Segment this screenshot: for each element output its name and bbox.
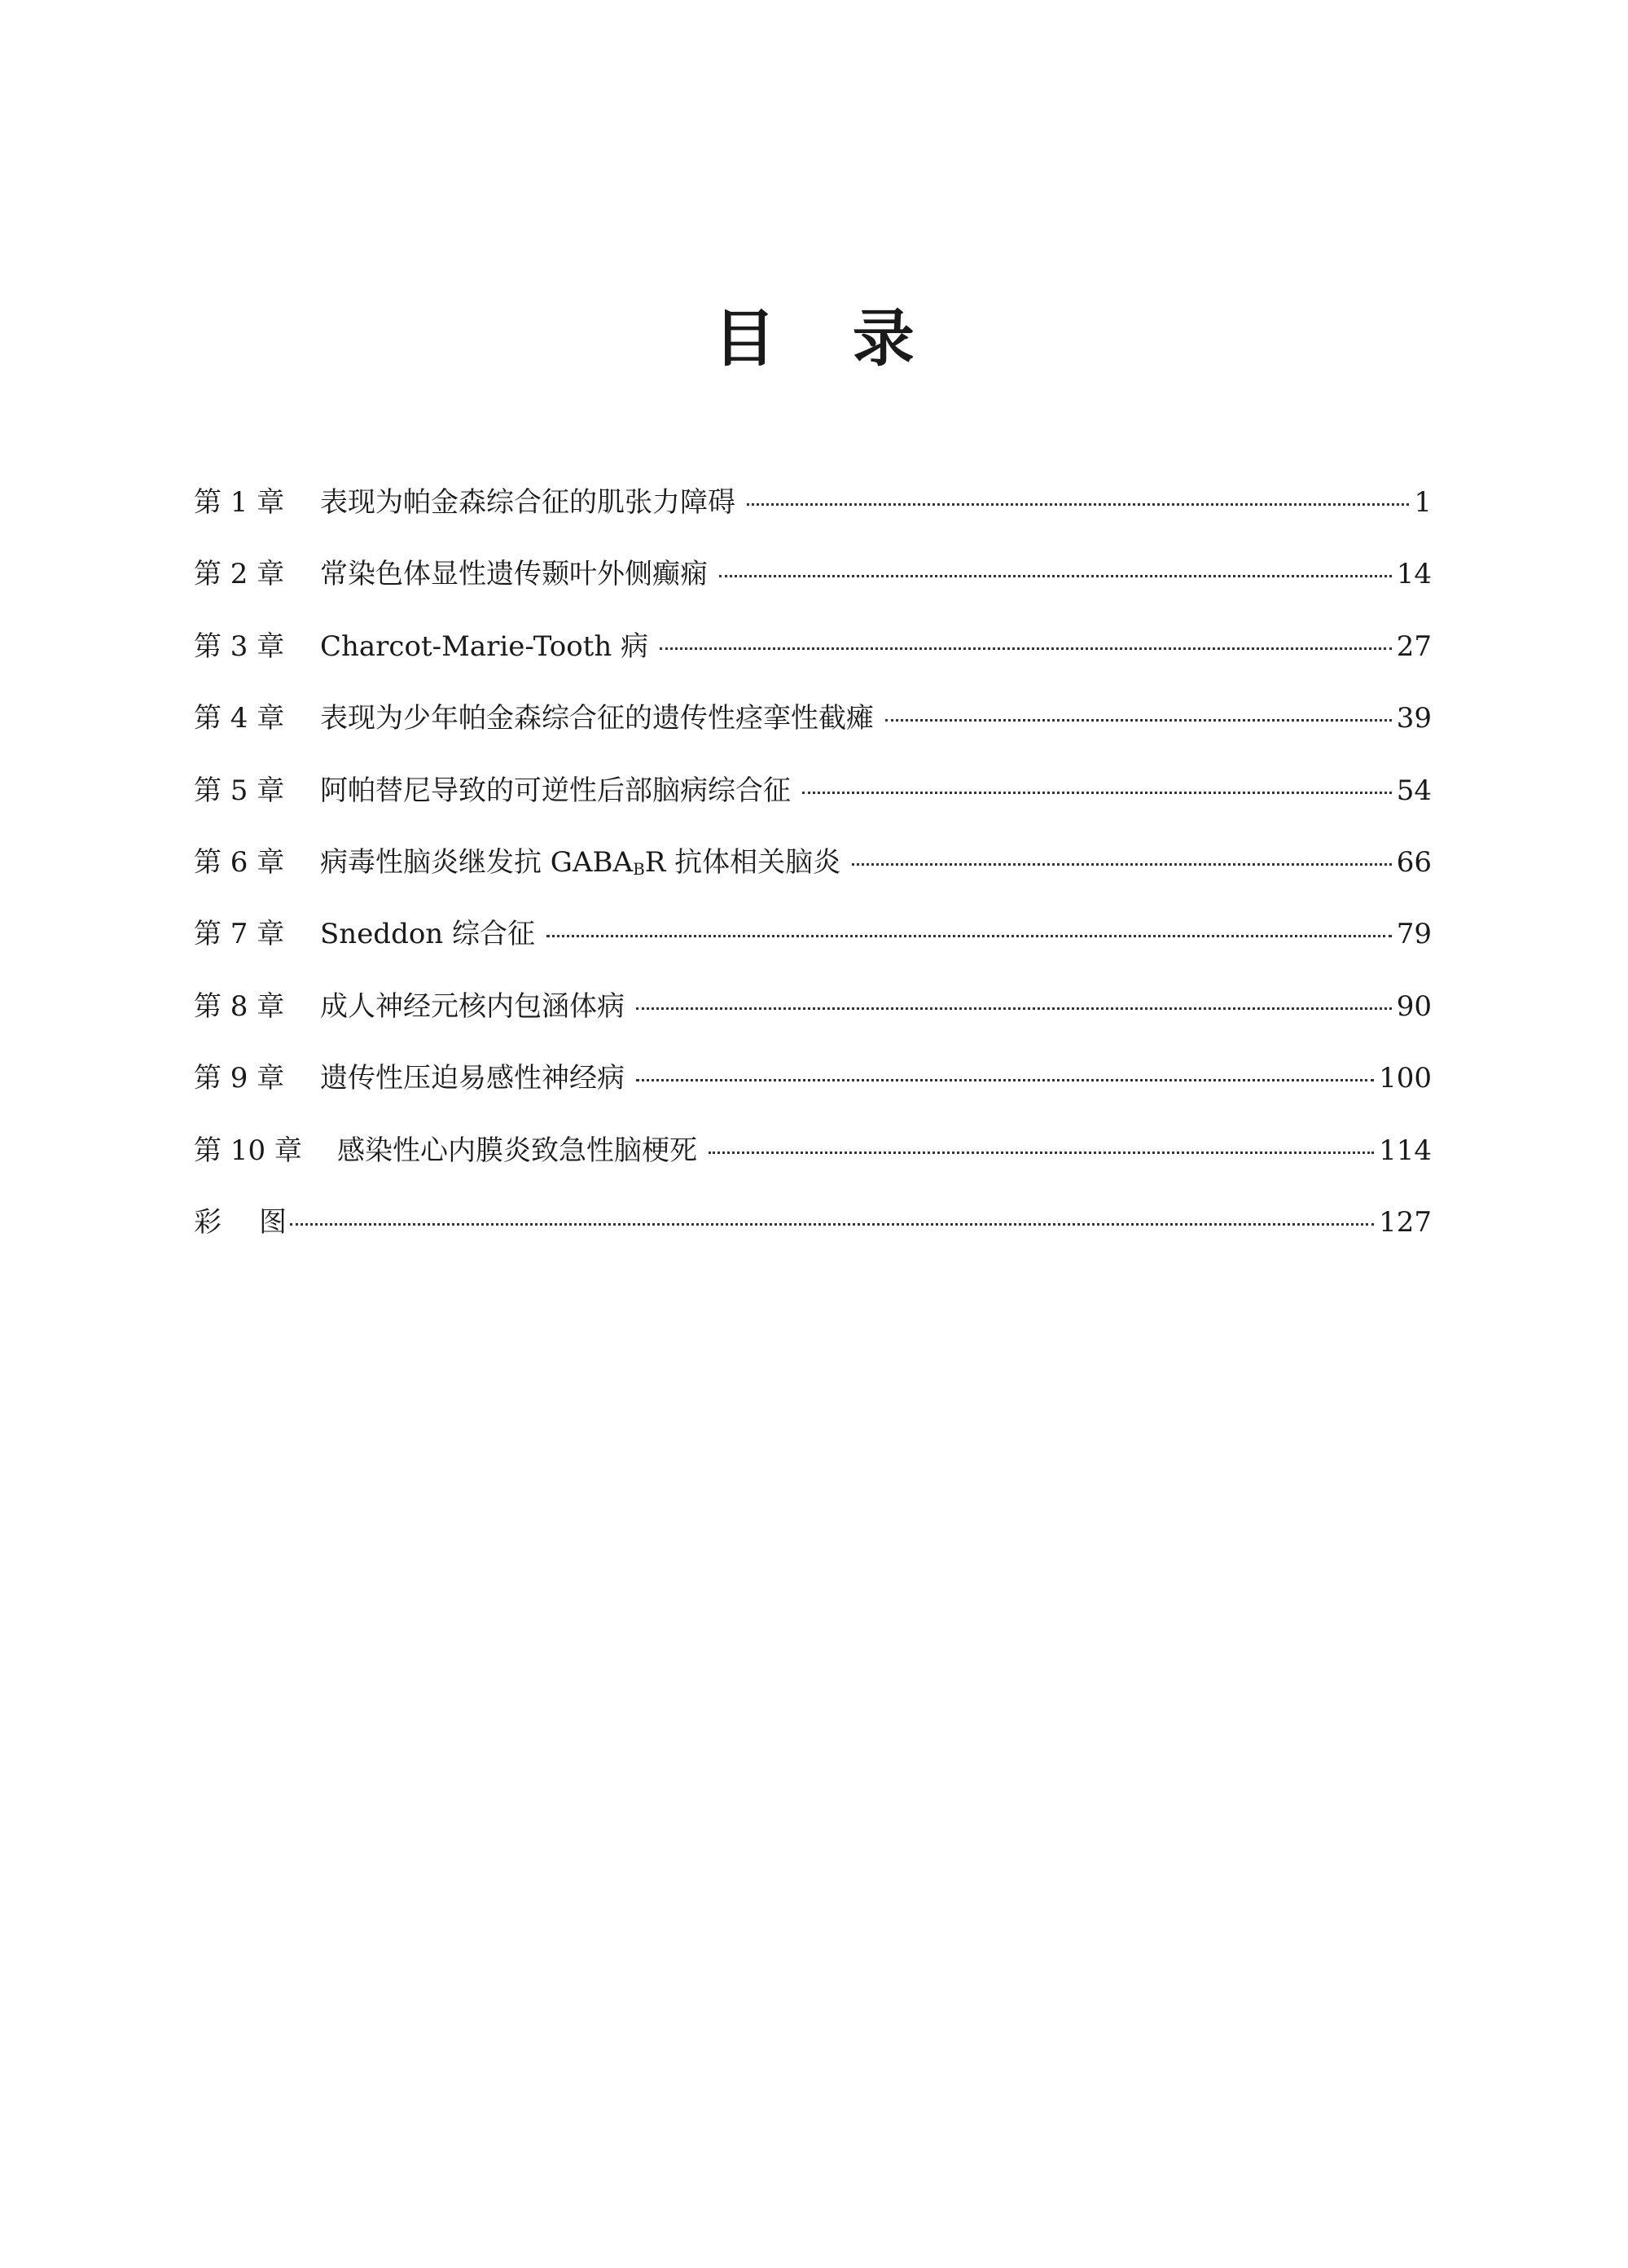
page-number: 90 (1396, 989, 1432, 1023)
page-number: 79 (1396, 918, 1432, 951)
dot-leader (852, 844, 1392, 871)
chapter-number: 第 4 章 (194, 702, 285, 735)
toc-entry-3[interactable] (194, 628, 1432, 700)
page-number: 54 (1396, 774, 1432, 807)
chapter-title: 阿帕替尼导致的可逆性后部脑病综合征 (320, 774, 791, 807)
color-plates-label-char-2: 图 (259, 1205, 287, 1239)
chapter-title: 感染性心内膜炎致急性脑梗死 (337, 1134, 697, 1167)
page-title-char-1: 目 (713, 302, 776, 375)
chapter-number: 第 10 章 (194, 1134, 302, 1167)
chapter-title: 表现为少年帕金森综合征的遗传性痉挛性截瘫 (320, 702, 874, 735)
dot-leader (546, 915, 1392, 943)
page-number: 14 (1396, 558, 1432, 591)
page-number: 39 (1396, 702, 1432, 735)
chapter-title: 常染色体显性遗传颞叶外侧癫痫 (320, 558, 708, 591)
table-of-contents (194, 484, 1432, 1275)
page-number: 100 (1379, 1062, 1432, 1095)
chapter-number: 第 6 章 (194, 845, 285, 879)
toc-entry-2[interactable] (194, 555, 1432, 627)
chapter-title: Sneddon 综合征 (320, 918, 536, 951)
chapter-number: 第 3 章 (194, 630, 285, 663)
chapter-title-subscript: B (633, 858, 645, 879)
page-title (0, 302, 1628, 375)
toc-entry-7[interactable] (194, 915, 1432, 987)
chapter-title (320, 845, 852, 879)
chapter-number: 第 5 章 (194, 774, 285, 807)
page-number: 1 (1414, 486, 1432, 519)
toc-entry-10[interactable] (194, 1132, 1432, 1204)
color-plates-label (194, 1205, 290, 1239)
chapter-title: 成人神经元核内包涵体病 (320, 989, 625, 1023)
chapter-number: 第 8 章 (194, 989, 285, 1023)
color-plates-label-char-1: 彩 (194, 1205, 222, 1239)
dot-leader (747, 484, 1409, 511)
dot-leader (709, 1132, 1374, 1160)
toc-entry-1[interactable] (194, 484, 1432, 555)
chapter-number: 第 7 章 (194, 918, 285, 951)
chapter-number: 第 2 章 (194, 558, 285, 591)
chapter-title: 遗传性压迫易感性神经病 (320, 1062, 625, 1095)
chapter-title: Charcot-Marie-Tooth 病 (320, 630, 649, 663)
chapter-number: 第 1 章 (194, 486, 285, 519)
page-number: 114 (1379, 1134, 1432, 1167)
toc-entry-5[interactable] (194, 772, 1432, 844)
toc-entry-4[interactable] (194, 700, 1432, 771)
dot-leader (290, 1204, 1374, 1231)
toc-entry-8[interactable] (194, 988, 1432, 1059)
page-number: 27 (1396, 630, 1432, 663)
chapter-title: 表现为帕金森综合征的肌张力障碍 (320, 486, 735, 519)
page-title-char-2: 录 (852, 302, 915, 375)
dot-leader (660, 628, 1392, 656)
dot-leader (719, 555, 1392, 583)
chapter-title-part-1: 病毒性脑炎继发抗 GABA (320, 845, 634, 879)
toc-entry-6[interactable] (194, 844, 1432, 915)
dot-leader (636, 1059, 1374, 1087)
dot-leader (636, 988, 1392, 1016)
page-number: 66 (1396, 845, 1432, 879)
chapter-title-part-2: R 抗体相关脑炎 (644, 845, 841, 879)
dot-leader (885, 700, 1392, 727)
dot-leader (802, 772, 1392, 800)
chapter-number: 第 9 章 (194, 1062, 285, 1095)
toc-entry-color-plates[interactable] (194, 1204, 1432, 1275)
toc-entry-9[interactable] (194, 1059, 1432, 1131)
page-number: 127 (1379, 1205, 1432, 1239)
